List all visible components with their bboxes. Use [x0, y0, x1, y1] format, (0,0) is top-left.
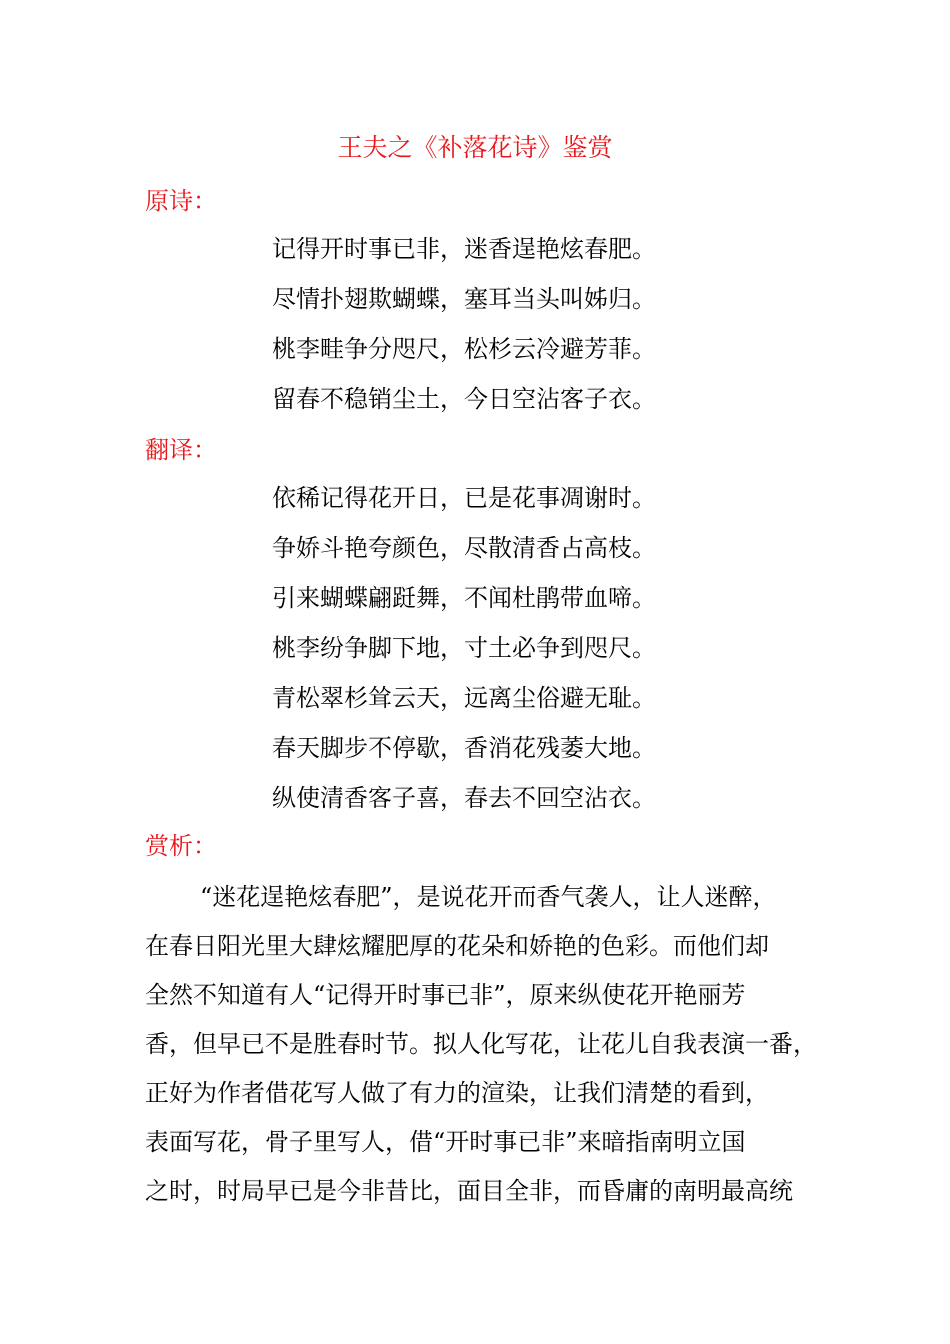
analysis-line: “迷花逞艳炫春肥”，是说花开而香气袭人，让人迷醉， [200, 883, 777, 911]
analysis-line: 正好为作者借花写人做了有力的渲染，让我们清楚的看到， [145, 1079, 769, 1107]
translation-label: 翻译： [145, 436, 217, 464]
document-title: 王夫之《补落花诗》鉴赏 [337, 133, 613, 162]
translation-line: 春天脚步不停歇，香消花残萎大地。 [272, 734, 656, 762]
translation-line: 青松翠杉耸云天，远离尘俗避无耻。 [272, 684, 656, 712]
translation-line: 引来蝴蝶翩跹舞，不闻杜鹃带血啼。 [272, 584, 656, 612]
poem-line: 尽情扑翅欺蝴蝶，塞耳当头叫姊归。 [272, 285, 656, 313]
original-poem-label: 原诗： [145, 187, 217, 215]
translation-line: 纵使清香客子喜，春去不回空沾衣。 [272, 784, 656, 812]
poem-line: 留春不稳销尘土，今日空沾客子衣。 [272, 385, 656, 413]
poem-line: 记得开时事已非，迷香逞艳炫春肥。 [272, 235, 656, 263]
translation-verse [272, 481, 656, 831]
translation-line: 桃李纷争脚下地，寸土必争到咫尺。 [272, 634, 656, 662]
analysis-paragraph [145, 880, 817, 1223]
original-poem [272, 232, 656, 432]
translation-line: 依稀记得花开日，已是花事凋谢时。 [272, 484, 656, 512]
analysis-line: 香，但早已不是胜春时节。拟人化写花，让花儿自我表演一番， [145, 1030, 817, 1058]
analysis-label: 赏析： [145, 832, 217, 860]
analysis-line: 表面写花，骨子里写人，借“开时事已非”来暗指南明立国 [145, 1128, 746, 1156]
analysis-line: 全然不知道有人“记得开时事已非”，原来纵使花开艳丽芳 [145, 981, 746, 1009]
analysis-line: 之时，时局早已是今非昔比，面目全非，而昏庸的南明最高统 [145, 1177, 793, 1205]
translation-line: 争娇斗艳夸颜色，尽散清香占高枝。 [272, 534, 656, 562]
poem-line: 桃李畦争分咫尺，松杉云冷避芳菲。 [272, 335, 656, 363]
analysis-line: 在春日阳光里大肆炫耀肥厚的花朵和娇艳的色彩。而他们却 [145, 932, 769, 960]
